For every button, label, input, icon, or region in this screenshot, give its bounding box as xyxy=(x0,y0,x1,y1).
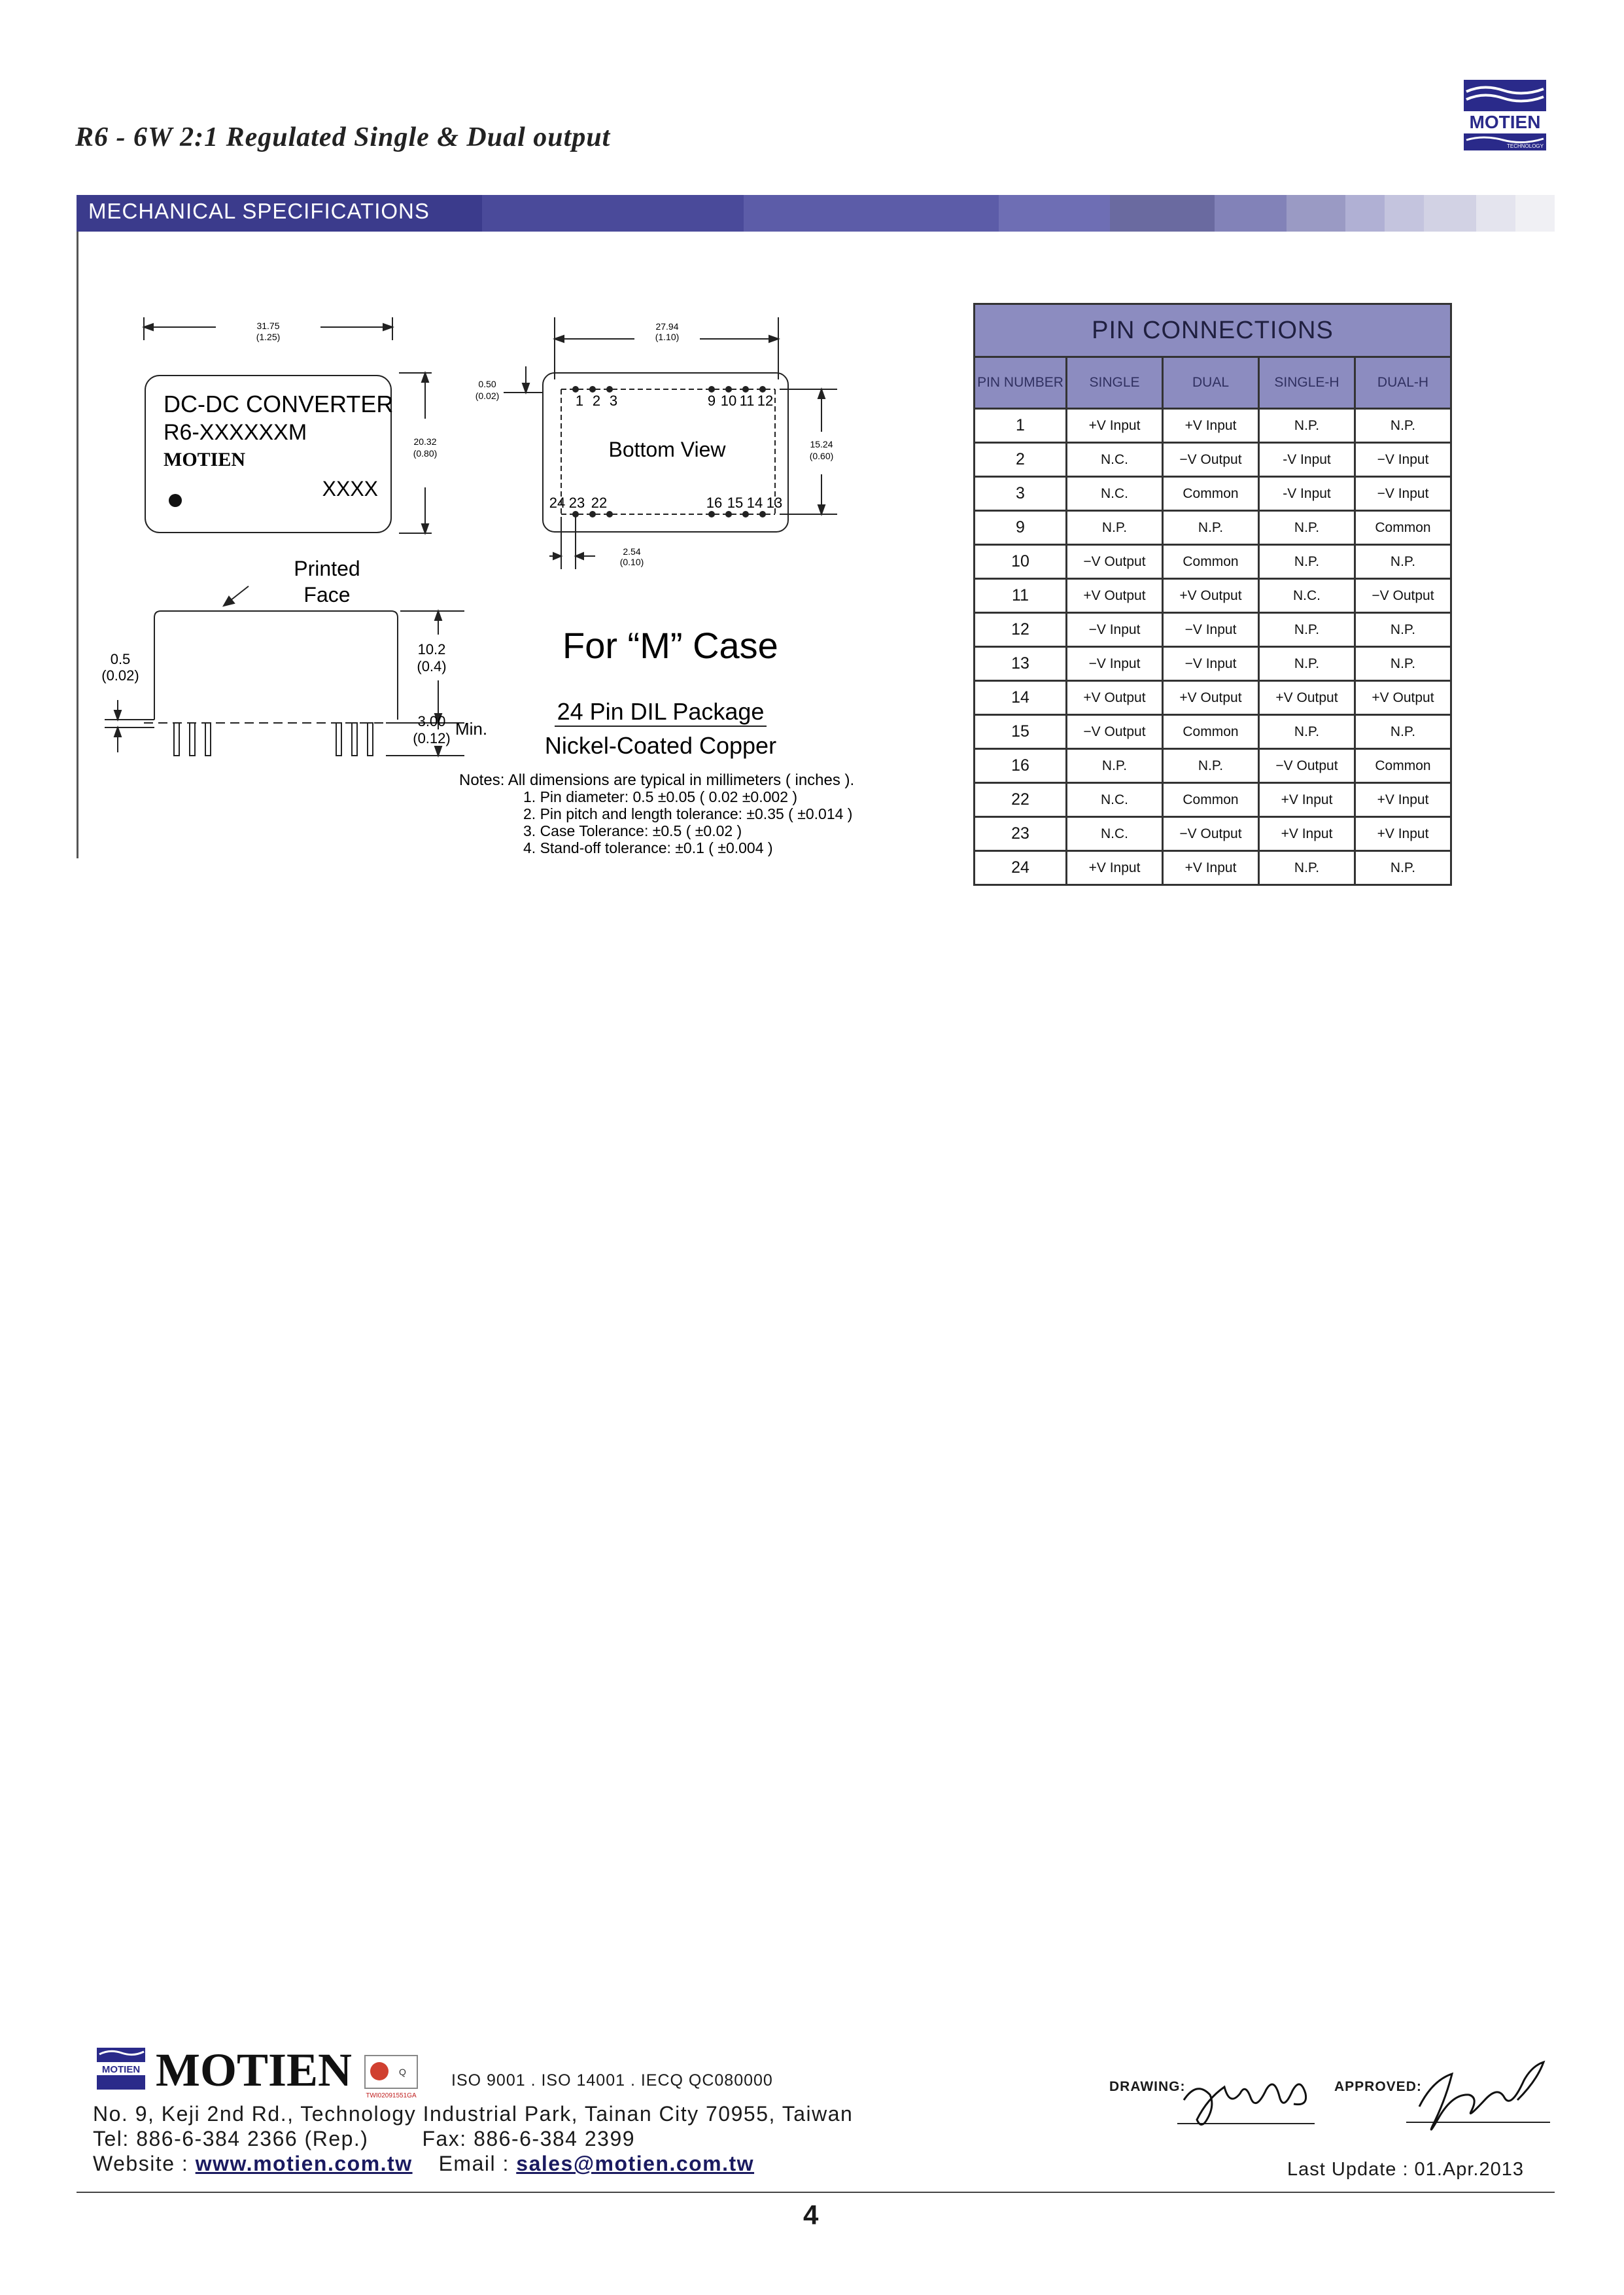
pin-function-cell: N.P. xyxy=(1259,409,1355,443)
table-row xyxy=(975,783,1451,817)
pin-label: 2 xyxy=(592,393,601,409)
cert-icon xyxy=(370,2062,389,2080)
pin-function-cell: N.P. xyxy=(1163,511,1259,545)
email-label: Email : xyxy=(438,2152,510,2175)
table-header-row xyxy=(975,357,1451,409)
package-line-2: Nickel-Coated Copper xyxy=(544,732,777,759)
pin-function-cell: −V Input xyxy=(1355,477,1451,511)
pin-number-cell: 10 xyxy=(975,545,1067,579)
pin-label: 22 xyxy=(591,495,608,511)
pin-number-cell: 23 xyxy=(975,817,1067,851)
side-height-mm: 10.2 xyxy=(417,641,446,657)
pin-number-cell: 3 xyxy=(975,477,1067,511)
package-line-1: 24 Pin DIL Package xyxy=(557,698,765,725)
left-rule xyxy=(77,232,78,858)
table-caption: PIN CONNECTIONS xyxy=(975,304,1451,357)
table-row xyxy=(975,817,1451,851)
drawing-label: DRAWING: xyxy=(1109,2079,1186,2094)
pin-function-cell: -V Input xyxy=(1259,443,1355,477)
top-width-in: (1.25) xyxy=(256,332,281,342)
tel: Tel: 886-6-384 2366 (Rep.) xyxy=(93,2127,369,2150)
logo-text: MOTIEN xyxy=(1469,112,1541,132)
label-code: XXXX xyxy=(322,477,378,500)
website-label: Website : xyxy=(93,2152,189,2175)
pin-number-cell: 14 xyxy=(975,681,1067,715)
note-1: 1. Pin diameter: 0.5 ±0.05 ( 0.02 ±0.002 ) xyxy=(523,788,798,805)
pin-function-cell: −V Input xyxy=(1163,647,1259,681)
pin-function-cell: −V Output xyxy=(1355,579,1451,613)
pin-number-cell: 16 xyxy=(975,749,1067,783)
svg-text:Q: Q xyxy=(399,2067,406,2077)
pin-function-cell: N.P. xyxy=(1259,613,1355,647)
table-row xyxy=(975,443,1451,477)
pin-length-mm: 3.00 xyxy=(417,713,446,729)
pin-function-cell: −V Output xyxy=(1259,749,1355,783)
col-header: PIN NUMBER xyxy=(975,357,1067,409)
printed-face-label-2: Face xyxy=(303,583,351,606)
address-line: No. 9, Keji 2nd Rd., Technology Industrial Park, Tainan City 70955, Taiwan xyxy=(93,2102,854,2126)
pin-function-cell: −V Input xyxy=(1067,613,1163,647)
bottom-view-label: Bottom View xyxy=(608,438,726,461)
standoff-in: (0.02) xyxy=(101,667,139,684)
top-height-mm: 20.32 xyxy=(413,436,437,447)
pin-number-cell: 2 xyxy=(975,443,1067,477)
document-title: R6 - 6W 2:1 Regulated Single & Dual output xyxy=(75,122,611,152)
pin-function-cell: N.P. xyxy=(1355,545,1451,579)
footer-brand: MOTIEN xyxy=(156,2044,353,2096)
pin-function-cell: N.P. xyxy=(1355,647,1451,681)
pin-number-cell: 1 xyxy=(975,409,1067,443)
pin-function-cell: N.P. xyxy=(1259,511,1355,545)
pin-function-cell: −V Output xyxy=(1067,545,1163,579)
label-dcdc: DC-DC CONVERTER xyxy=(164,391,394,417)
offset-mm: 0.50 xyxy=(478,379,496,389)
bottom-height-in: (0.60) xyxy=(809,451,834,461)
drawing-signature xyxy=(1177,2061,1321,2133)
pin-function-cell: Common xyxy=(1355,511,1451,545)
pin-function-cell: N.P. xyxy=(1355,715,1451,749)
label-model: R6-XXXXXXM xyxy=(164,420,307,445)
web-line xyxy=(93,2151,853,2176)
pin-function-cell: -V Input xyxy=(1259,477,1355,511)
table-row xyxy=(975,851,1451,885)
pin-function-cell: +V Output xyxy=(1355,681,1451,715)
pin-function-cell: +V Input xyxy=(1067,409,1163,443)
pin-function-cell: +V Input xyxy=(1259,817,1355,851)
top-width-mm: 31.75 xyxy=(256,321,280,331)
top-height-in: (0.80) xyxy=(413,448,438,459)
pin-label: 24 xyxy=(549,495,566,511)
note-3: 3. Case Tolerance: ±0.5 ( ±0.02 ) xyxy=(523,822,742,839)
pin-function-cell: −V Input xyxy=(1067,647,1163,681)
email-link[interactable]: sales@motien.com.tw xyxy=(516,2152,755,2175)
pin-function-cell: N.C. xyxy=(1067,443,1163,477)
pin-function-cell: +V Input xyxy=(1163,851,1259,885)
pin-function-cell: +V Output xyxy=(1067,681,1163,715)
motien-logo xyxy=(1457,80,1553,150)
pin-function-cell: +V Input xyxy=(1355,783,1451,817)
pin-label: 13 xyxy=(766,495,783,511)
pin-function-cell: N.P. xyxy=(1355,851,1451,885)
pin-function-cell: N.P. xyxy=(1259,545,1355,579)
pin-function-cell: +V Input xyxy=(1259,783,1355,817)
label-brand: MOTIEN xyxy=(164,449,246,470)
pin-function-cell: N.P. xyxy=(1355,613,1451,647)
pin-label: 16 xyxy=(706,495,723,511)
col-header: DUAL xyxy=(1163,357,1259,409)
pin-number-cell: 11 xyxy=(975,579,1067,613)
pin-number-cell: 13 xyxy=(975,647,1067,681)
section-label: MECHANICAL SPECIFICATIONS xyxy=(88,199,430,223)
note-2: 2. Pin pitch and length tolerance: ±0.35 ( ±0.014 ) xyxy=(523,805,853,822)
side-height-in: (0.4) xyxy=(417,658,447,674)
bottom-height-mm: 15.24 xyxy=(810,439,833,449)
table-row xyxy=(975,647,1451,681)
table-row xyxy=(975,579,1451,613)
fax: Fax: 886-6-384 2399 xyxy=(422,2127,636,2150)
cert-code: TWI02091551GA xyxy=(366,2092,417,2099)
bottom-width-in: (1.10) xyxy=(655,332,680,342)
logo-subtext: TECHNOLOGY xyxy=(1506,143,1544,149)
approved-signature xyxy=(1406,2054,1557,2139)
pin-function-cell: Common xyxy=(1163,715,1259,749)
page-number: 4 xyxy=(803,2199,819,2230)
pin-label: 10 xyxy=(720,393,737,409)
table-row xyxy=(975,681,1451,715)
pin-length-in: (0.12) xyxy=(413,730,451,746)
pin-function-cell: −V Output xyxy=(1163,443,1259,477)
pin-label: 9 xyxy=(707,393,716,409)
note-4: 4. Stand-off tolerance: ±0.1 ( ±0.004 ) xyxy=(523,839,773,856)
pin-function-cell: N.P. xyxy=(1163,749,1259,783)
pin-function-cell: +V Input xyxy=(1355,817,1451,851)
case-title: For “M” Case xyxy=(562,625,778,666)
pin-function-cell: N.P. xyxy=(1259,851,1355,885)
table-row xyxy=(975,511,1451,545)
pin-function-cell: +V Input xyxy=(1067,851,1163,885)
pin-function-cell: N.P. xyxy=(1259,647,1355,681)
approved-label: APPROVED: xyxy=(1334,2079,1422,2094)
table-row xyxy=(975,477,1451,511)
pin-function-cell: −V Output xyxy=(1163,817,1259,851)
pin-label: 1 xyxy=(575,393,584,409)
pin-function-cell: Common xyxy=(1163,783,1259,817)
pin-min-label: Min. xyxy=(455,719,488,739)
printed-face-label: Printed xyxy=(294,557,360,580)
pin-function-cell: N.P. xyxy=(1259,715,1355,749)
pin-number-cell: 24 xyxy=(975,851,1067,885)
pin-number-cell: 9 xyxy=(975,511,1067,545)
table-row xyxy=(975,715,1451,749)
pin1-dot xyxy=(169,494,182,507)
pin-label: 3 xyxy=(609,393,618,409)
table-row xyxy=(975,409,1451,443)
footer-rule xyxy=(77,2192,1555,2193)
pin-number-cell: 15 xyxy=(975,715,1067,749)
mechanical-drawing xyxy=(85,288,903,877)
pitch-mm: 2.54 xyxy=(623,546,641,557)
pin-function-cell: Common xyxy=(1163,545,1259,579)
pin-number-cell: 22 xyxy=(975,783,1067,817)
pin-label: 14 xyxy=(746,495,763,511)
top-pin-labels xyxy=(576,393,773,409)
pin-label: 12 xyxy=(757,393,774,409)
bottom-pin-labels xyxy=(549,495,782,511)
pin-function-cell: −V Input xyxy=(1355,443,1451,477)
pin-label: 11 xyxy=(739,393,755,409)
pin-function-cell: Common xyxy=(1163,477,1259,511)
pin-function-cell: N.P. xyxy=(1067,749,1163,783)
svg-text:MOTIEN: MOTIEN xyxy=(101,2064,141,2075)
pin-function-cell: N.P. xyxy=(1355,409,1451,443)
pin-function-cell: N.P. xyxy=(1067,511,1163,545)
pin-function-cell: Common xyxy=(1355,749,1451,783)
offset-in: (0.02) xyxy=(475,391,500,401)
pin-label: 23 xyxy=(568,495,585,511)
table-row xyxy=(975,749,1451,783)
pitch-in: (0.10) xyxy=(619,557,644,567)
pin-number-cell: 12 xyxy=(975,613,1067,647)
col-header: DUAL-H xyxy=(1355,357,1451,409)
table-row xyxy=(975,613,1451,647)
last-update: Last Update : 01.Apr.2013 xyxy=(1287,2159,1524,2180)
pin-function-cell: +V Output xyxy=(1163,681,1259,715)
footer-logo xyxy=(97,2042,430,2099)
pin-function-cell: −V Input xyxy=(1163,613,1259,647)
standoff-mm: 0.5 xyxy=(110,651,131,667)
pin-function-cell: N.C. xyxy=(1067,783,1163,817)
pin-function-cell: N.C. xyxy=(1067,817,1163,851)
side-view xyxy=(105,586,464,756)
pin-function-cell: −V Output xyxy=(1067,715,1163,749)
company-contact xyxy=(93,2101,853,2176)
pin-label: 15 xyxy=(727,495,744,511)
pin-function-cell: +V Output xyxy=(1259,681,1355,715)
bottom-width-mm: 27.94 xyxy=(655,321,679,332)
phone-line xyxy=(93,2126,853,2151)
col-header: SINGLE xyxy=(1067,357,1163,409)
pin-function-cell: +V Output xyxy=(1163,579,1259,613)
col-header: SINGLE-H xyxy=(1259,357,1355,409)
table-row xyxy=(975,545,1451,579)
notes-title: Notes: All dimensions are typical in millimeters ( inches ). xyxy=(459,771,855,789)
website-link[interactable]: www.motien.com.tw xyxy=(195,2152,413,2175)
pin-function-cell: N.C. xyxy=(1259,579,1355,613)
pin-function-cell: N.C. xyxy=(1067,477,1163,511)
pin-function-cell: +V Input xyxy=(1163,409,1259,443)
pin-function-cell: +V Output xyxy=(1067,579,1163,613)
pin-connections-table xyxy=(973,303,1452,886)
iso-certifications: ISO 9001 . ISO 14001 . IECQ QC080000 xyxy=(451,2071,773,2090)
